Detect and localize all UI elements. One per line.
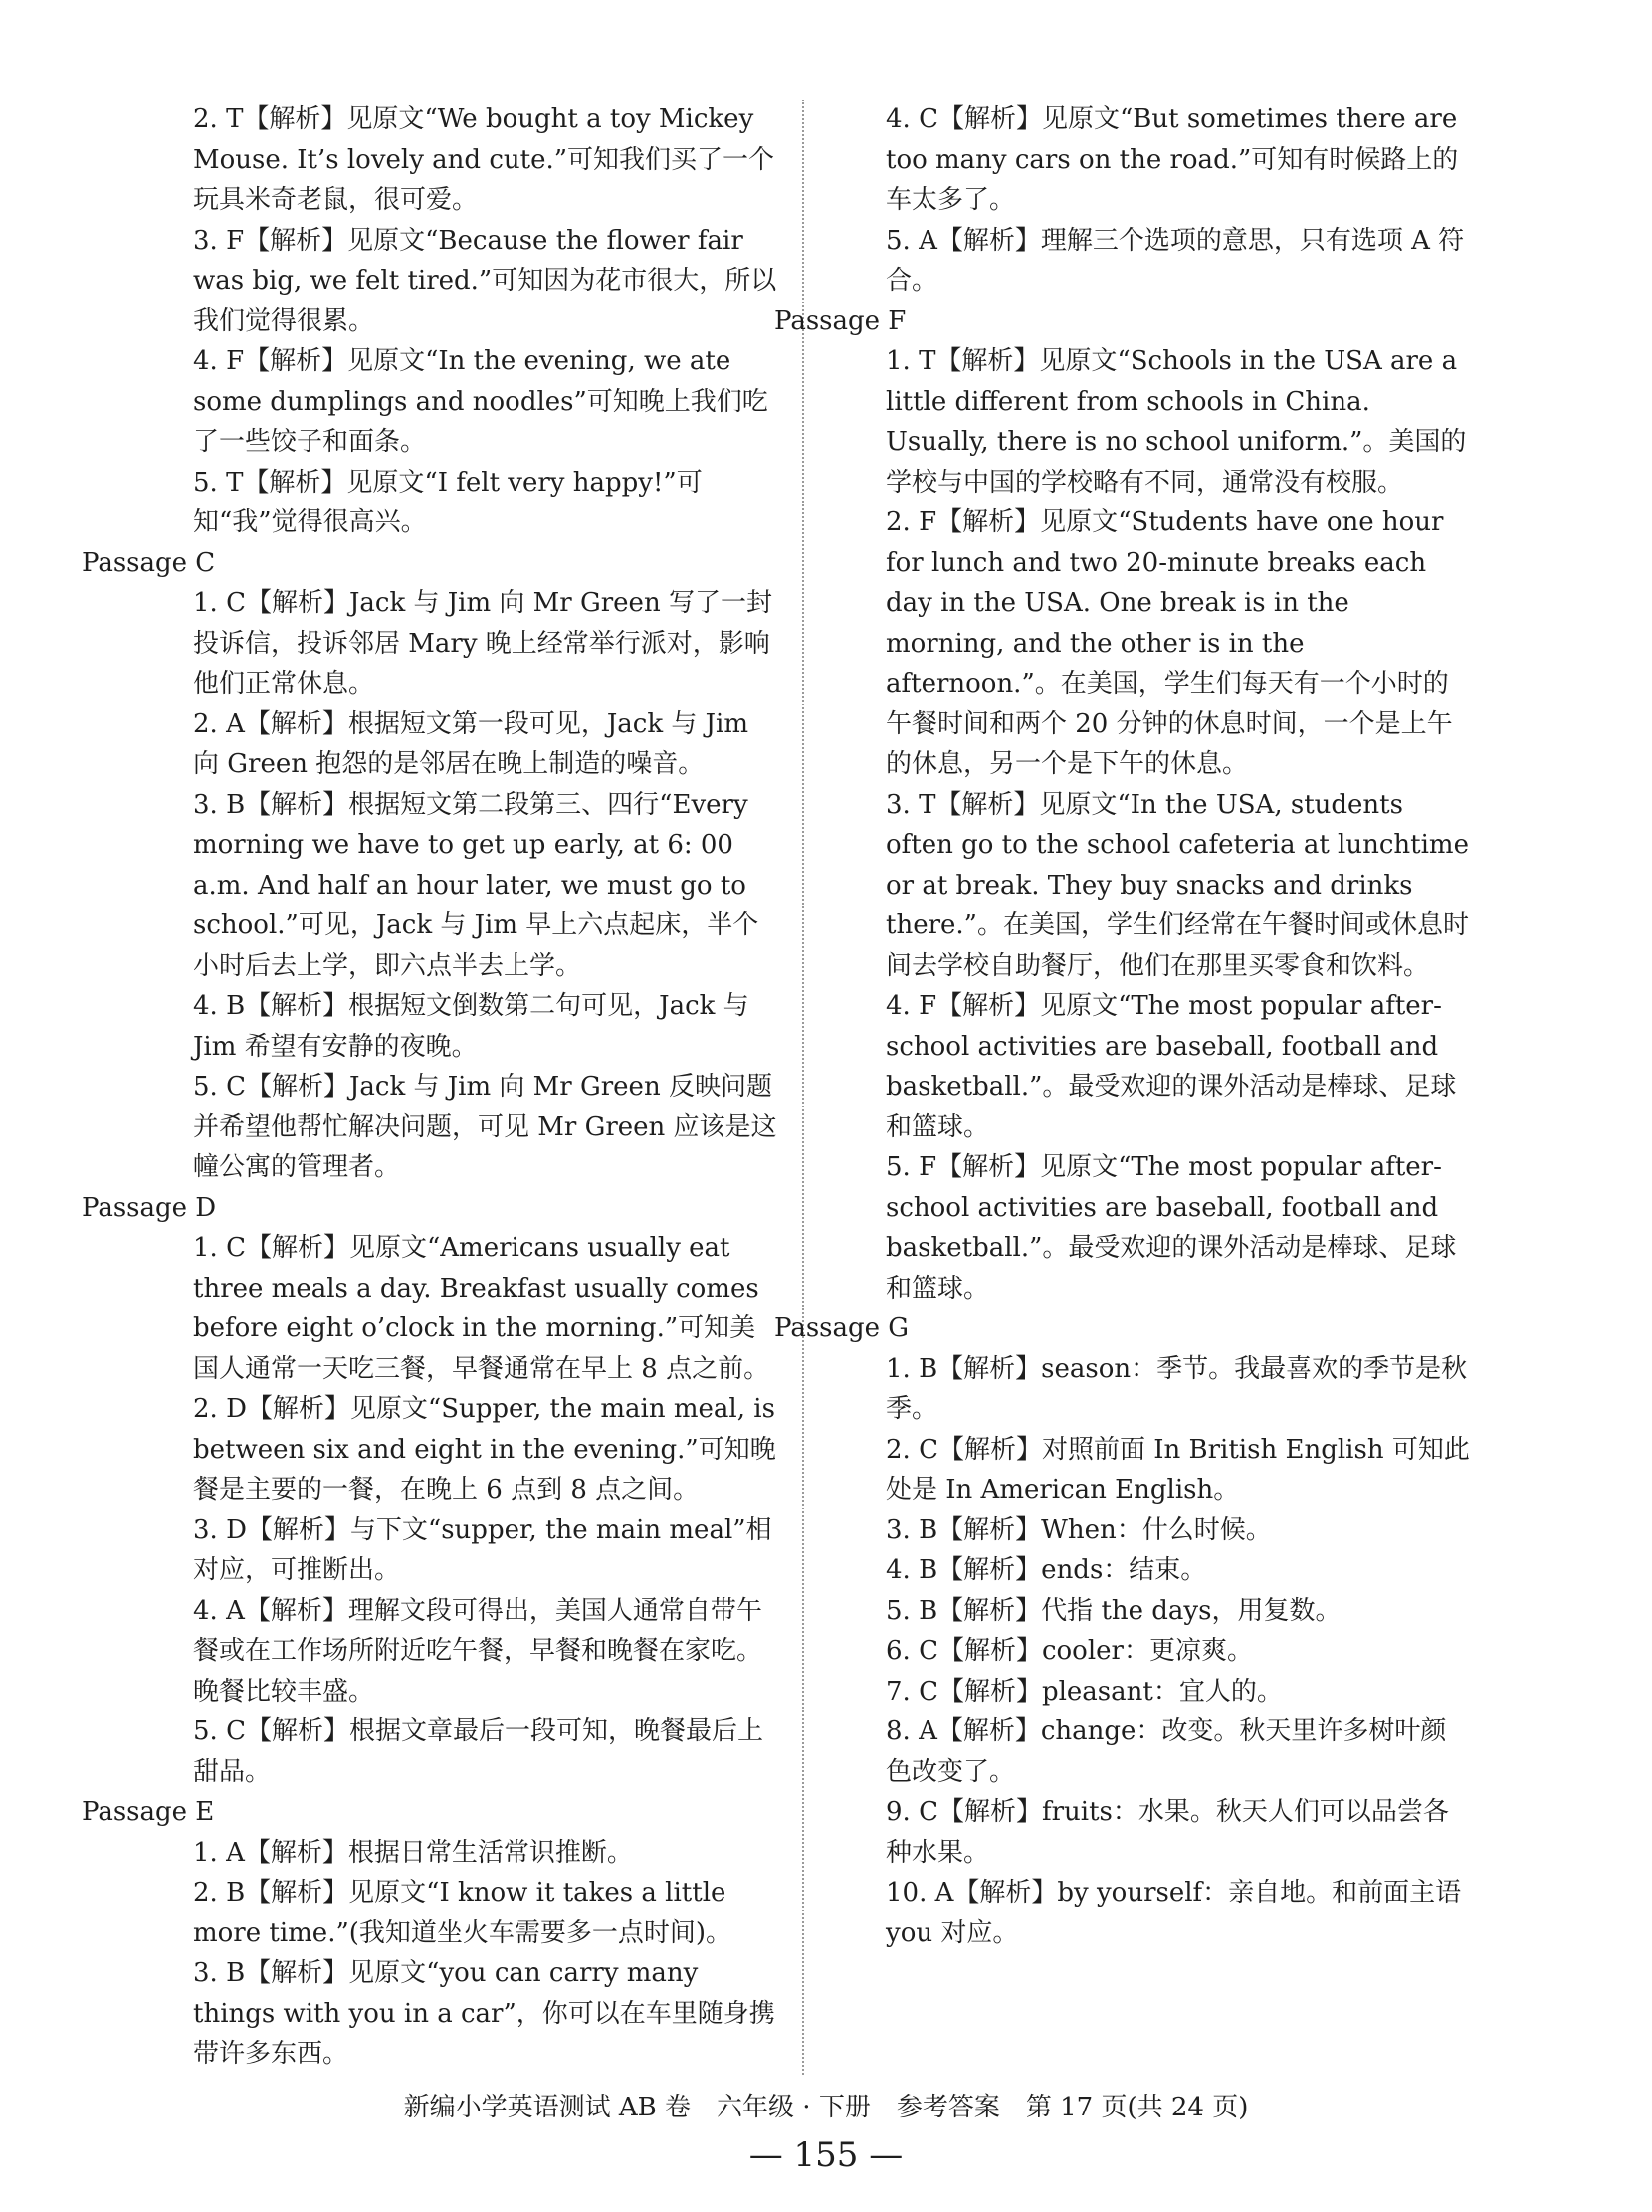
answer-item: 5. A【解析】理解三个选项的意思，只有选项 A 符合。 xyxy=(886,225,1465,296)
answer-item: 2. C【解析】对照前面 In British English 可知此处是 In American English。 xyxy=(886,1434,1470,1505)
answer-item: 6. C【解析】cooler：更凉爽。 xyxy=(886,1636,1253,1666)
answer-item: 2. F【解析】见原文“Students have one hour for lunch and two 20-minute breaks each day in the USA. One break is in the morning, and the other is in the afternoon.”。在美国，学生们每天有一个小时的午餐时间和两个 20 分钟的休息时间，一个是上午的休息，另一个是下午的休息。 xyxy=(886,507,1453,779)
answer-item: 1. C【解析】见原文“Americans usually eat three meals a day. Breakfast usually comes before eight o’clock in the morning.”可知美国人通常一天吃三餐，早餐通常在早上 8 点之前。 xyxy=(193,1233,770,1384)
answer-item: 2. A【解析】根据短文第一段可见，Jack 与 Jim 向 Green 抱怨的是邻居在晚上制造的噪音。 xyxy=(193,708,749,779)
passage-heading: Passage G xyxy=(774,1313,910,1343)
answer-item: 3. D【解析】与下文“supper, the main meal”相对应，可推断出。 xyxy=(193,1514,772,1585)
answer-item: 5. T【解析】见原文“I felt very happy!”可知“我”觉得很高兴。 xyxy=(193,467,703,537)
answer-item: 1. C【解析】Jack 与 Jim 向 Mr Green 写了一封投诉信，投诉邻居 Mary 晚上经常举行派对，影响他们正常休息。 xyxy=(193,588,772,699)
answer-item: 3. T【解析】见原文“In the USA, students often go to the school cafeteria at lunchtime or at break. They buy snacks and drinks there.”。在美国，学生们经常在午餐时间或休息时间去学校自助餐厅，他们在那里买零食和饮料。 xyxy=(886,789,1469,981)
answer-item: 3. B【解析】见原文“you can carry many things with you in a car”，你可以在车里随身携带许多东西。 xyxy=(193,1958,775,2069)
page-footer: 新编小学英语测试 AB 卷 六年级 · 下册 参考答案 第 17 页(共 24 页) xyxy=(403,2093,1249,2122)
answer-item: 4. B【解析】根据短文倒数第二句可见，Jack 与 Jim 希望有安静的夜晚。 xyxy=(193,991,749,1062)
passage-heading: Passage E xyxy=(82,1797,215,1827)
answer-item: 4. B【解析】ends：结束。 xyxy=(886,1555,1207,1585)
answer-item: 10. A【解析】by yourself：亲自地。和前面主语 you 对应。 xyxy=(886,1878,1462,1948)
column-divider xyxy=(802,100,804,2075)
passage-heading: Passage F xyxy=(774,305,907,336)
answer-item: 4. F【解析】见原文“The most popular after-school activities are baseball, football and basketball.”。最受欢迎的课外活动是棒球、足球和篮球。 xyxy=(886,991,1457,1142)
answer-item: 2. B【解析】见原文“I know it takes a little more time.”(我知道坐火车需要多一点时间)。 xyxy=(193,1878,732,1948)
answer-item: 5. C【解析】Jack 与 Jim 向 Mr Green 反映问题并希望他帮忙解决问题，可见 Mr Green 应该是这幢公寓的管理者。 xyxy=(193,1072,777,1182)
answer-item: 4. A【解析】理解文段可得出，美国人通常自带午餐或在工作场所附近吃午餐，早餐和晚餐在家吃。晚餐比较丰盛。 xyxy=(193,1595,763,1707)
page-number: — 155 — xyxy=(748,2135,904,2175)
answer-item: 3. B【解析】根据短文第二段第三、四行“Every morning we have to get up early, at 6: 00 a.m. And half an hour later, we must go to school.”可见，Jack 与 Jim 早上六点起床，半个小时后去上学，即六点半去上学。 xyxy=(193,789,759,981)
answer-item: 1. A【解析】根据日常生活常识推断。 xyxy=(193,1837,633,1868)
right-column xyxy=(774,100,1472,1953)
answer-item: 4. C【解析】见原文“But sometimes there are too many cars on the road.”可知有时候路上的车太多了。 xyxy=(886,104,1459,215)
answer-item: 3. B【解析】When：什么时候。 xyxy=(886,1514,1272,1545)
answer-item: 5. F【解析】见原文“The most popular after-school activities are baseball, football and basketball.”。最受欢迎的课外活动是棒球、足球和篮球。 xyxy=(886,1152,1457,1304)
answer-item: 5. C【解析】根据文章最后一段可知，晚餐最后上甜品。 xyxy=(193,1716,763,1787)
answer-item: 1. T【解析】见原文“Schools in the USA are a little different from schools in China. Usually, there is no school uniform.”。美国的学校与中国的学校略有不同，通常没有校服。 xyxy=(886,346,1467,498)
passage-heading: Passage D xyxy=(82,1192,217,1223)
answer-item: 9. C【解析】fruits：水果。秋天人们可以品尝各种水果。 xyxy=(886,1797,1449,1868)
answer-item: 1. B【解析】season：季节。我最喜欢的季节是秋季。 xyxy=(886,1353,1468,1424)
passage-heading: Passage C xyxy=(82,547,216,578)
left-column xyxy=(82,100,779,2075)
answer-item: 8. A【解析】change：改变。秋天里许多树叶颜色改变了。 xyxy=(886,1716,1447,1787)
answer-item: 4. F【解析】见原文“In the evening, we ate some dumplings and noodles”可知晚上我们吃了一些饺子和面条。 xyxy=(193,346,768,457)
answer-item: 5. B【解析】代指 the days，用复数。 xyxy=(886,1595,1342,1626)
answer-item: 3. F【解析】见原文“Because the flower fair was big, we felt tired.”可知因为花市很大，所以我们觉得很累。 xyxy=(193,225,777,336)
answer-item: 2. D【解析】见原文“Supper, the main meal, is between six and eight in the evening.”可知晚餐是主要的一餐，在晚上 6 点到 8 点之间。 xyxy=(193,1394,776,1505)
answer-item: 2. T【解析】见原文“We bought a toy Mickey Mouse. It’s lovely and cute.”可知我们买了一个玩具米奇老鼠，很可爱。 xyxy=(193,104,775,215)
answer-item: 7. C【解析】pleasant：宜人的。 xyxy=(886,1676,1283,1707)
